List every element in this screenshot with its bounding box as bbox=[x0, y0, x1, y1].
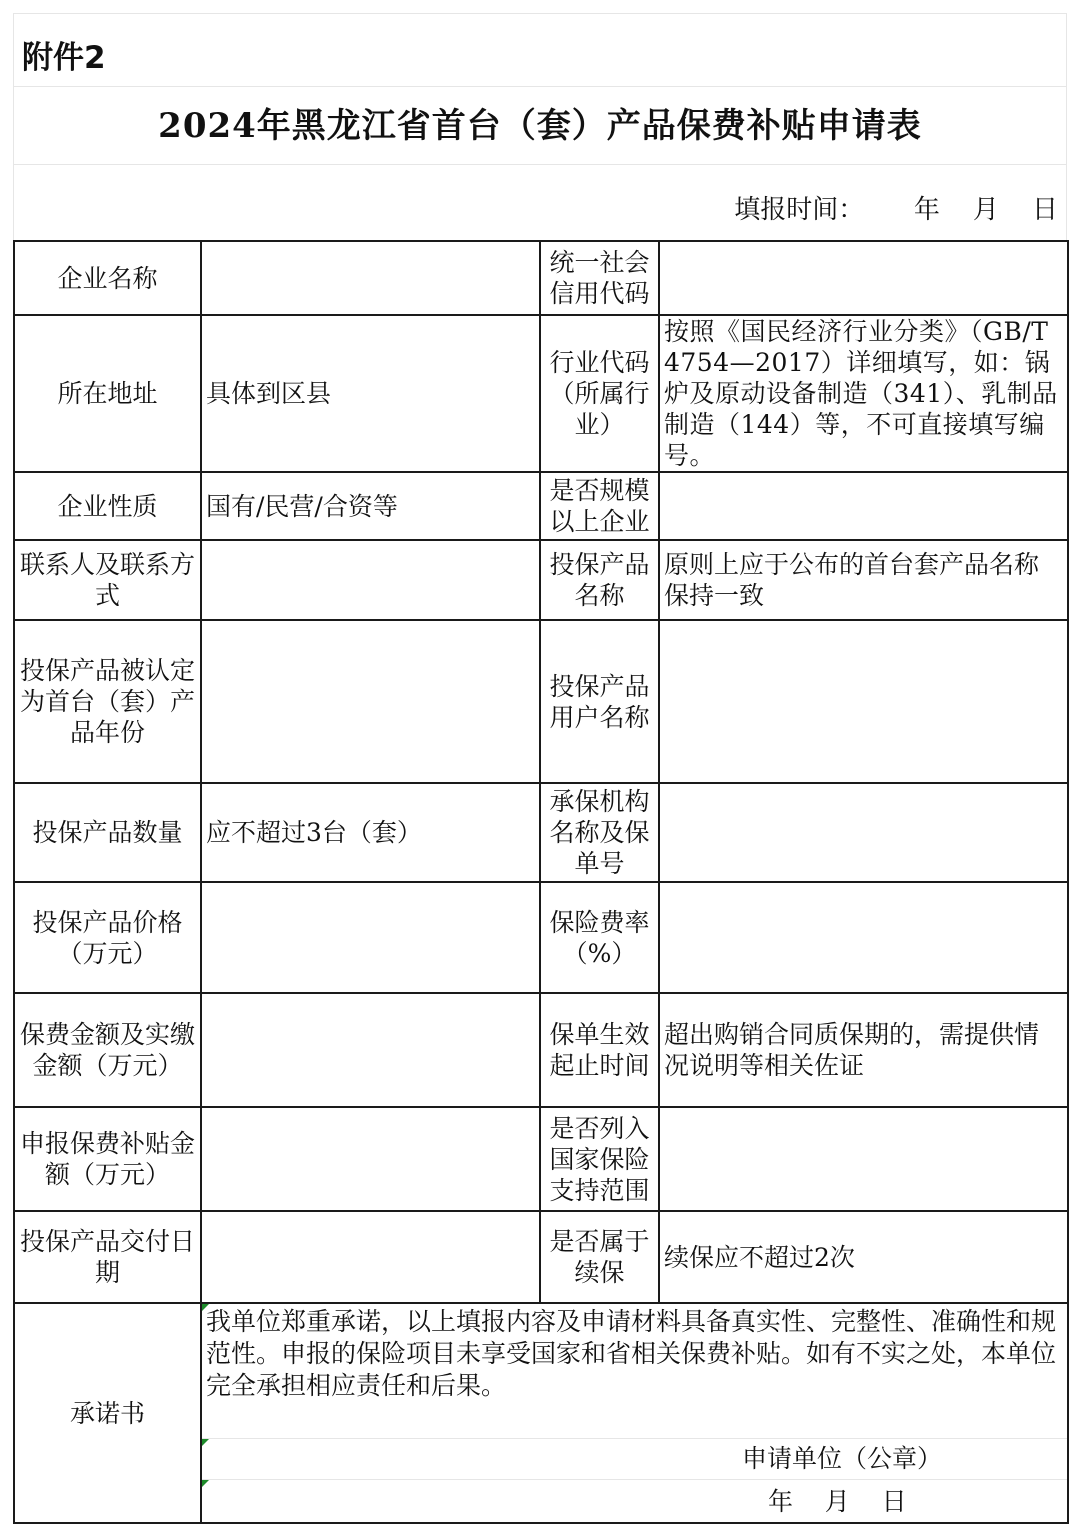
form-title: 2024年黑龙江省首台（套）产品保费补贴申请表 bbox=[158, 106, 922, 146]
label-product-user: 投保产品用户名称 bbox=[540, 620, 659, 783]
field-industry-code[interactable]: 按照《国民经济行业分类》（GB/T 4754—2017）详细填写，如：锅炉及原动设备制造（341）、乳制品制造（144）等，不可直接填写编号。 bbox=[659, 315, 1068, 472]
label-renewal: 是否属于续保 bbox=[540, 1211, 659, 1303]
label-subsidy-amount: 申报保费补贴金额（万元） bbox=[14, 1107, 201, 1211]
label-address: 所在地址 bbox=[14, 315, 201, 472]
form-table bbox=[13, 240, 1069, 1524]
label-quantity: 投保产品数量 bbox=[14, 783, 201, 882]
table-row bbox=[14, 472, 1068, 540]
field-national-scope[interactable] bbox=[659, 1107, 1068, 1211]
attachment-label: 附件2 bbox=[22, 40, 106, 76]
table-row bbox=[14, 315, 1068, 472]
pledge-content bbox=[201, 1303, 1068, 1523]
label-industry-code: 行业代码（所属行业） bbox=[540, 315, 659, 472]
application-form bbox=[13, 13, 1067, 1516]
field-company-type[interactable]: 国有/民营/合资等 bbox=[201, 472, 540, 540]
table-row bbox=[14, 783, 1068, 882]
table-row bbox=[14, 882, 1068, 993]
field-company-name[interactable] bbox=[201, 241, 540, 315]
table-row bbox=[14, 1107, 1068, 1211]
table-row bbox=[14, 1211, 1068, 1303]
table-row bbox=[14, 620, 1068, 783]
field-policy-period[interactable]: 超出购销合同质保期的，需提供情况说明等相关佐证 bbox=[659, 993, 1068, 1107]
label-pledge: 承诺书 bbox=[14, 1303, 201, 1523]
pledge-date: 年 月 日 bbox=[768, 1487, 907, 1516]
applicant-seal-label: 申请单位（公章） bbox=[742, 1444, 943, 1473]
field-price[interactable] bbox=[201, 882, 540, 993]
field-contact[interactable] bbox=[201, 540, 540, 620]
cell-marker-icon bbox=[202, 1480, 209, 1487]
label-price: 投保产品价格（万元） bbox=[14, 882, 201, 993]
field-certified-year[interactable] bbox=[201, 620, 540, 783]
label-insurer-policy: 承保机构名称及保单号 bbox=[540, 783, 659, 882]
cell-marker-icon bbox=[202, 1439, 209, 1446]
applicant-row bbox=[202, 1438, 1067, 1479]
label-credit-code: 统一社会信用代码 bbox=[540, 241, 659, 315]
title-row bbox=[13, 86, 1067, 164]
label-product-name: 投保产品名称 bbox=[540, 540, 659, 620]
label-premium-amount: 保费金额及实缴金额（万元） bbox=[14, 993, 201, 1107]
attachment-header bbox=[13, 13, 1067, 86]
field-renewal[interactable]: 续保应不超过2次 bbox=[659, 1211, 1068, 1303]
field-above-scale[interactable] bbox=[659, 472, 1068, 540]
field-product-name[interactable]: 原则上应于公布的首台套产品名称保持一致 bbox=[659, 540, 1068, 620]
table-row bbox=[14, 540, 1068, 620]
label-company-type: 企业性质 bbox=[14, 472, 201, 540]
pledge-row bbox=[14, 1303, 1068, 1523]
field-premium-rate[interactable] bbox=[659, 882, 1068, 993]
label-policy-period: 保单生效起止时间 bbox=[540, 993, 659, 1107]
label-delivery-date: 投保产品交付日期 bbox=[14, 1211, 201, 1303]
label-premium-rate: 保险费率（%） bbox=[540, 882, 659, 993]
field-subsidy-amount[interactable] bbox=[201, 1107, 540, 1211]
label-above-scale: 是否规模以上企业 bbox=[540, 472, 659, 540]
field-premium-amount[interactable] bbox=[201, 993, 540, 1107]
field-insurer-policy[interactable] bbox=[659, 783, 1068, 882]
field-delivery-date[interactable] bbox=[201, 1211, 540, 1303]
label-national-scope: 是否列入国家保险支持范围 bbox=[540, 1107, 659, 1211]
label-certified-year: 投保产品被认定为首台（套）产品年份 bbox=[14, 620, 201, 783]
field-credit-code[interactable] bbox=[659, 241, 1068, 315]
pledge-date-row bbox=[202, 1479, 1067, 1523]
fill-date-row bbox=[13, 164, 1067, 240]
label-company-name: 企业名称 bbox=[14, 241, 201, 315]
field-product-user[interactable] bbox=[659, 620, 1068, 783]
table-row bbox=[14, 993, 1068, 1107]
field-quantity[interactable]: 应不超过3台（套） bbox=[201, 783, 540, 882]
field-address[interactable]: 具体到区县 bbox=[201, 315, 540, 472]
table-row bbox=[14, 241, 1068, 315]
fill-date: 填报时间： 年 月 日 bbox=[734, 195, 1058, 225]
pledge-text: 我单位郑重承诺，以上填报内容及申请材料具备真实性、完整性、准确性和规范性。申报的保险项目未享受国家和省相关保费补贴。如有不实之处，本单位完全承担相应责任和后果。 bbox=[206, 1307, 1057, 1400]
label-contact: 联系人及联系方式 bbox=[14, 540, 201, 620]
